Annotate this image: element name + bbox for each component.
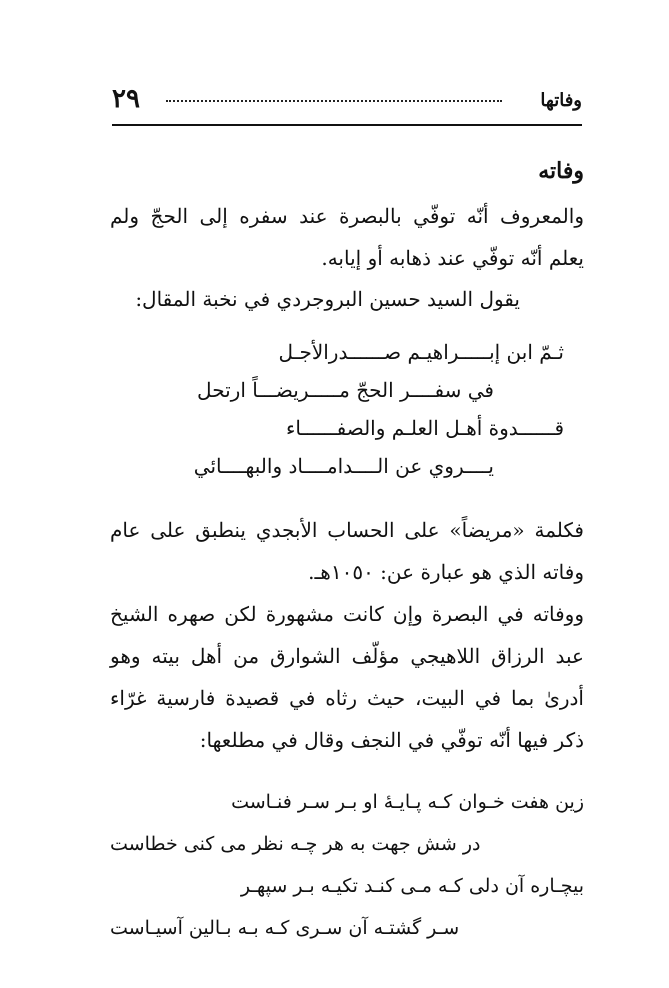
page-number: ٢٩ <box>112 84 140 114</box>
section-title: وفاته <box>538 158 584 184</box>
poem-verse: سـر گشتـه آن سـرى كـه بـه بـالين آسيـاست <box>110 917 460 939</box>
arabic-poem <box>110 333 584 485</box>
poem-verse: قــــــدوة أهـل العلـم والصفــــــاء <box>285 416 564 440</box>
poem-verse: يــــروي عن الــــدامــــاد والبهــــائي <box>193 454 494 478</box>
poem-verse: زين هفت خـوان كـه پـايـهٔ او بـر سـر فنـاست <box>231 791 584 813</box>
paragraph-elegy: ووفاته في البصرة وإن كانت مشهورة لكن صهره الشيخ عبد الرزاق اللاهيجي مؤلّف الشوارق من أهل بيته وهو أدرىٰ بما في البيت، حيث رثاه في قصيدة فارسية غرّاء ذكر فيها أنّه توفّي في النجف وقال في مطلعها: <box>110 602 584 752</box>
poem-verse: در شش جهت به هر چـه نظر مى كنى خطاست <box>110 833 481 855</box>
page-body <box>110 147 584 949</box>
running-title: وفاتها <box>540 90 582 111</box>
poem-verse: في سفــــر الحجّ مـــــريضـــاً ارتحل <box>197 378 494 402</box>
paragraph-abjad-date: فكلمة «مريضاً» على الحساب الأبجدي ينطبق على عام وفاته الذي هو عبارة عن: ١٠٥٠هـ. <box>110 518 584 584</box>
page-header <box>112 82 582 122</box>
header-divider <box>112 124 582 126</box>
paragraph-death-place: والمعروف أنّه توفّي بالبصرة عند سفره إلى الحجّ ولم يعلم أنّه توفّي عند ذهابه أو إيابه. <box>110 204 584 270</box>
poem-verse: ثـمّ ابن إبـــــراهيـم صــــــدرالأجـل <box>278 340 564 364</box>
persian-poem <box>110 781 584 949</box>
poem-introduction: يقول السيد حسين البروجردي في نخبة المقال: <box>135 287 520 311</box>
poem-verse: بيچـاره آن دلى كـه مـى كنـد تكيـه بـر سپهـر <box>240 875 584 897</box>
header-dot-leader <box>166 100 502 102</box>
